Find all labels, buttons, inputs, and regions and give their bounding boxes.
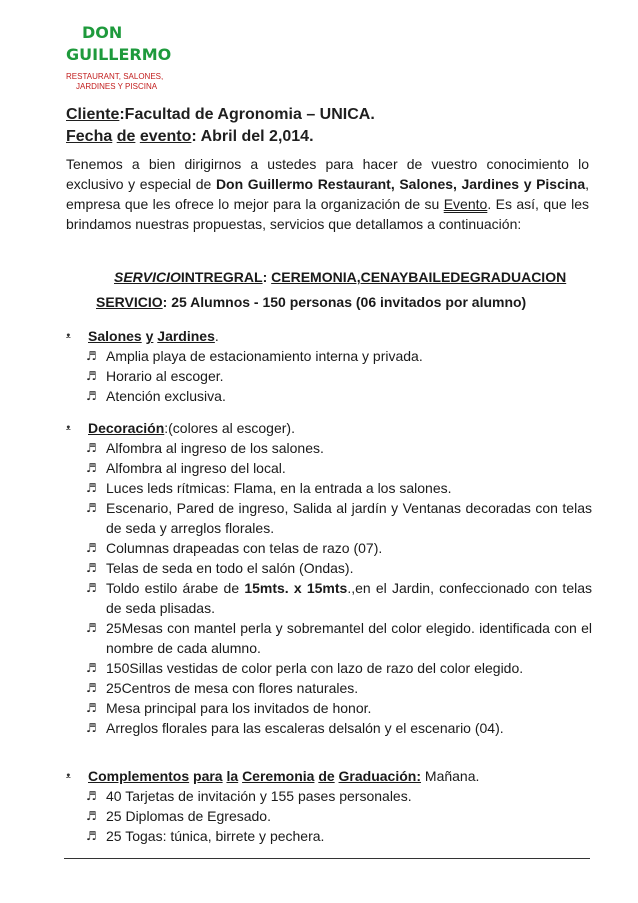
list-item: ♬ 25Centros de mesa con flores naturales. xyxy=(86,680,359,696)
list-item: ♬ Amplia playa de estacionamiento interna y privada. xyxy=(86,348,423,364)
event-date-label-2: de xyxy=(116,128,136,145)
intro-evento: Evento xyxy=(443,196,488,212)
music-note-icon: ♬ xyxy=(86,441,97,455)
list-item: ♬ Alfombra al ingreso del local. xyxy=(86,460,286,476)
music-note-icon: ♬ xyxy=(86,541,97,555)
list-item: ♬ 25 Diplomas de Egresado. xyxy=(86,808,271,824)
music-note-icon: ♬ xyxy=(86,461,97,475)
logo-sub-2: JARDINES Y PISCINA xyxy=(76,82,158,91)
logo-line-1: DON xyxy=(82,23,123,42)
footer-rule xyxy=(64,858,590,859)
intro-paragraph xyxy=(66,154,589,234)
list-item: ♬ Alfombra al ingreso de los salones. xyxy=(86,440,324,456)
list-item: ♬ Telas de seda en todo el salón (Ondas). xyxy=(86,560,354,576)
service-title xyxy=(114,267,566,287)
music-note-icon: ♬ xyxy=(86,621,97,635)
section-complementos-head: ᵜ Complementos para la Ceremonia de Graduación: Mañana. xyxy=(66,766,88,787)
music-note-icon: ♬ xyxy=(86,789,97,803)
section-salones-head: ᵜ Salones y Jardines. xyxy=(66,326,88,347)
service-title-main: CEREMONIA,CENAYBAILEDEGRADUACION xyxy=(271,269,567,285)
event-date-label-3: evento xyxy=(139,128,192,145)
list-item: ♬ Atención exclusiva. xyxy=(86,388,226,404)
logo-line-2: GUILLERMO xyxy=(66,45,172,64)
logo-subtitle xyxy=(66,72,186,92)
music-note-icon: ♬ xyxy=(86,481,97,495)
martini-glass-icon: ᵜ xyxy=(66,422,71,436)
section-complementos-list xyxy=(86,786,592,846)
list-item: ♬ Horario al escoger. xyxy=(86,368,224,384)
event-date-line xyxy=(66,126,314,148)
service-subtitle xyxy=(96,292,526,312)
music-note-icon: ♬ xyxy=(86,581,97,595)
service-title-rest: INTREGRAL xyxy=(180,269,263,285)
martini-glass-icon: ᵜ xyxy=(66,330,71,344)
list-item: ♬ 25Mesas con mantel perla y sobremantel del color elegido. identificada con el nombre de cada alumno. xyxy=(86,620,592,656)
music-note-icon: ♬ xyxy=(86,681,97,695)
section-decoracion-word: Decoración xyxy=(88,420,165,436)
music-note-icon: ♬ xyxy=(86,389,97,403)
client-label: Cliente xyxy=(66,106,120,123)
service-sub-label: SERVICIO xyxy=(96,294,163,310)
logo-sub-1: RESTAURANT, SALONES, xyxy=(66,72,164,81)
list-item: ♬ Arreglos florales para las escaleras delsalón y el escenario (04). xyxy=(86,720,504,736)
martini-glass-icon: ᵜ xyxy=(66,770,71,784)
music-note-icon: ♬ xyxy=(86,369,97,383)
event-date-value: : Abril del 2,014. xyxy=(191,128,314,145)
list-item: ♬ 150Sillas vestidas de color perla con lazo de razo del color elegido. xyxy=(86,660,524,676)
service-sub-rest: : 25 Alumnos - 150 personas (06 invitados por alumno) xyxy=(162,294,527,310)
client-value: :Facultad de Agronomia – UNICA. xyxy=(119,106,375,123)
music-note-icon: ♬ xyxy=(86,701,97,715)
section-salones-list xyxy=(86,346,592,406)
list-item: ♬ 40 Tarjetas de invitación y 155 pases personales. xyxy=(86,788,412,804)
company-logo xyxy=(66,22,186,92)
section-salones-y: y xyxy=(145,328,154,344)
list-item: ♬ Toldo estilo árabe de 15mts. x 15mts.,en el Jardin, confeccionado con telas de seda plisadas. xyxy=(86,580,592,616)
music-note-icon: ♬ xyxy=(86,829,97,843)
event-date-label-1: Fecha xyxy=(66,128,113,145)
music-note-icon: ♬ xyxy=(86,809,97,823)
list-item: ♬ Luces leds rítmicas: Flama, en la entrada a los salones. xyxy=(86,480,452,496)
music-note-icon: ♬ xyxy=(86,349,97,363)
music-note-icon: ♬ xyxy=(86,561,97,575)
list-item: ♬ Escenario, Pared de ingreso, Salida al jardín y Ventanas decoradas con telas de seda y arreglos florales. xyxy=(86,500,592,536)
music-note-icon: ♬ xyxy=(86,501,97,515)
service-title-italic: SERVICIO xyxy=(114,269,181,285)
music-note-icon: ♬ xyxy=(86,721,97,735)
list-item: ♬ Mesa principal para los invitados de honor. xyxy=(86,700,372,716)
section-salones-word: Salones xyxy=(88,328,142,344)
intro-company-name: Don Guillermo Restaurant, Salones, Jardines y Piscina xyxy=(215,176,586,192)
intro-text-2: , empresa que les ofrece lo mejor para la organización de su xyxy=(66,176,589,212)
list-item: ♬ 25 Togas: túnica, birrete y pechera. xyxy=(86,828,325,844)
list-item: ♬ Columnas drapeadas con telas de razo (07). xyxy=(86,540,383,556)
service-title-colon: : xyxy=(262,269,272,285)
section-decoracion-list xyxy=(86,438,592,738)
intro-text-1: Tenemos a bien dirigirnos a ustedes para hacer de vuestro conocimiento lo exclusivo y especial de xyxy=(66,156,589,192)
section-decoracion-head: ᵜ Decoración:(colores al escoger). xyxy=(66,418,88,439)
logo-name xyxy=(66,22,186,66)
intro-text-3: . Es así, que les brindamos nuestras propuestas, servicios que detallamos a continuación: xyxy=(66,196,590,232)
client-line xyxy=(66,104,375,126)
section-jardines-word: Jardines xyxy=(157,328,215,344)
music-note-icon: ♬ xyxy=(86,661,97,675)
